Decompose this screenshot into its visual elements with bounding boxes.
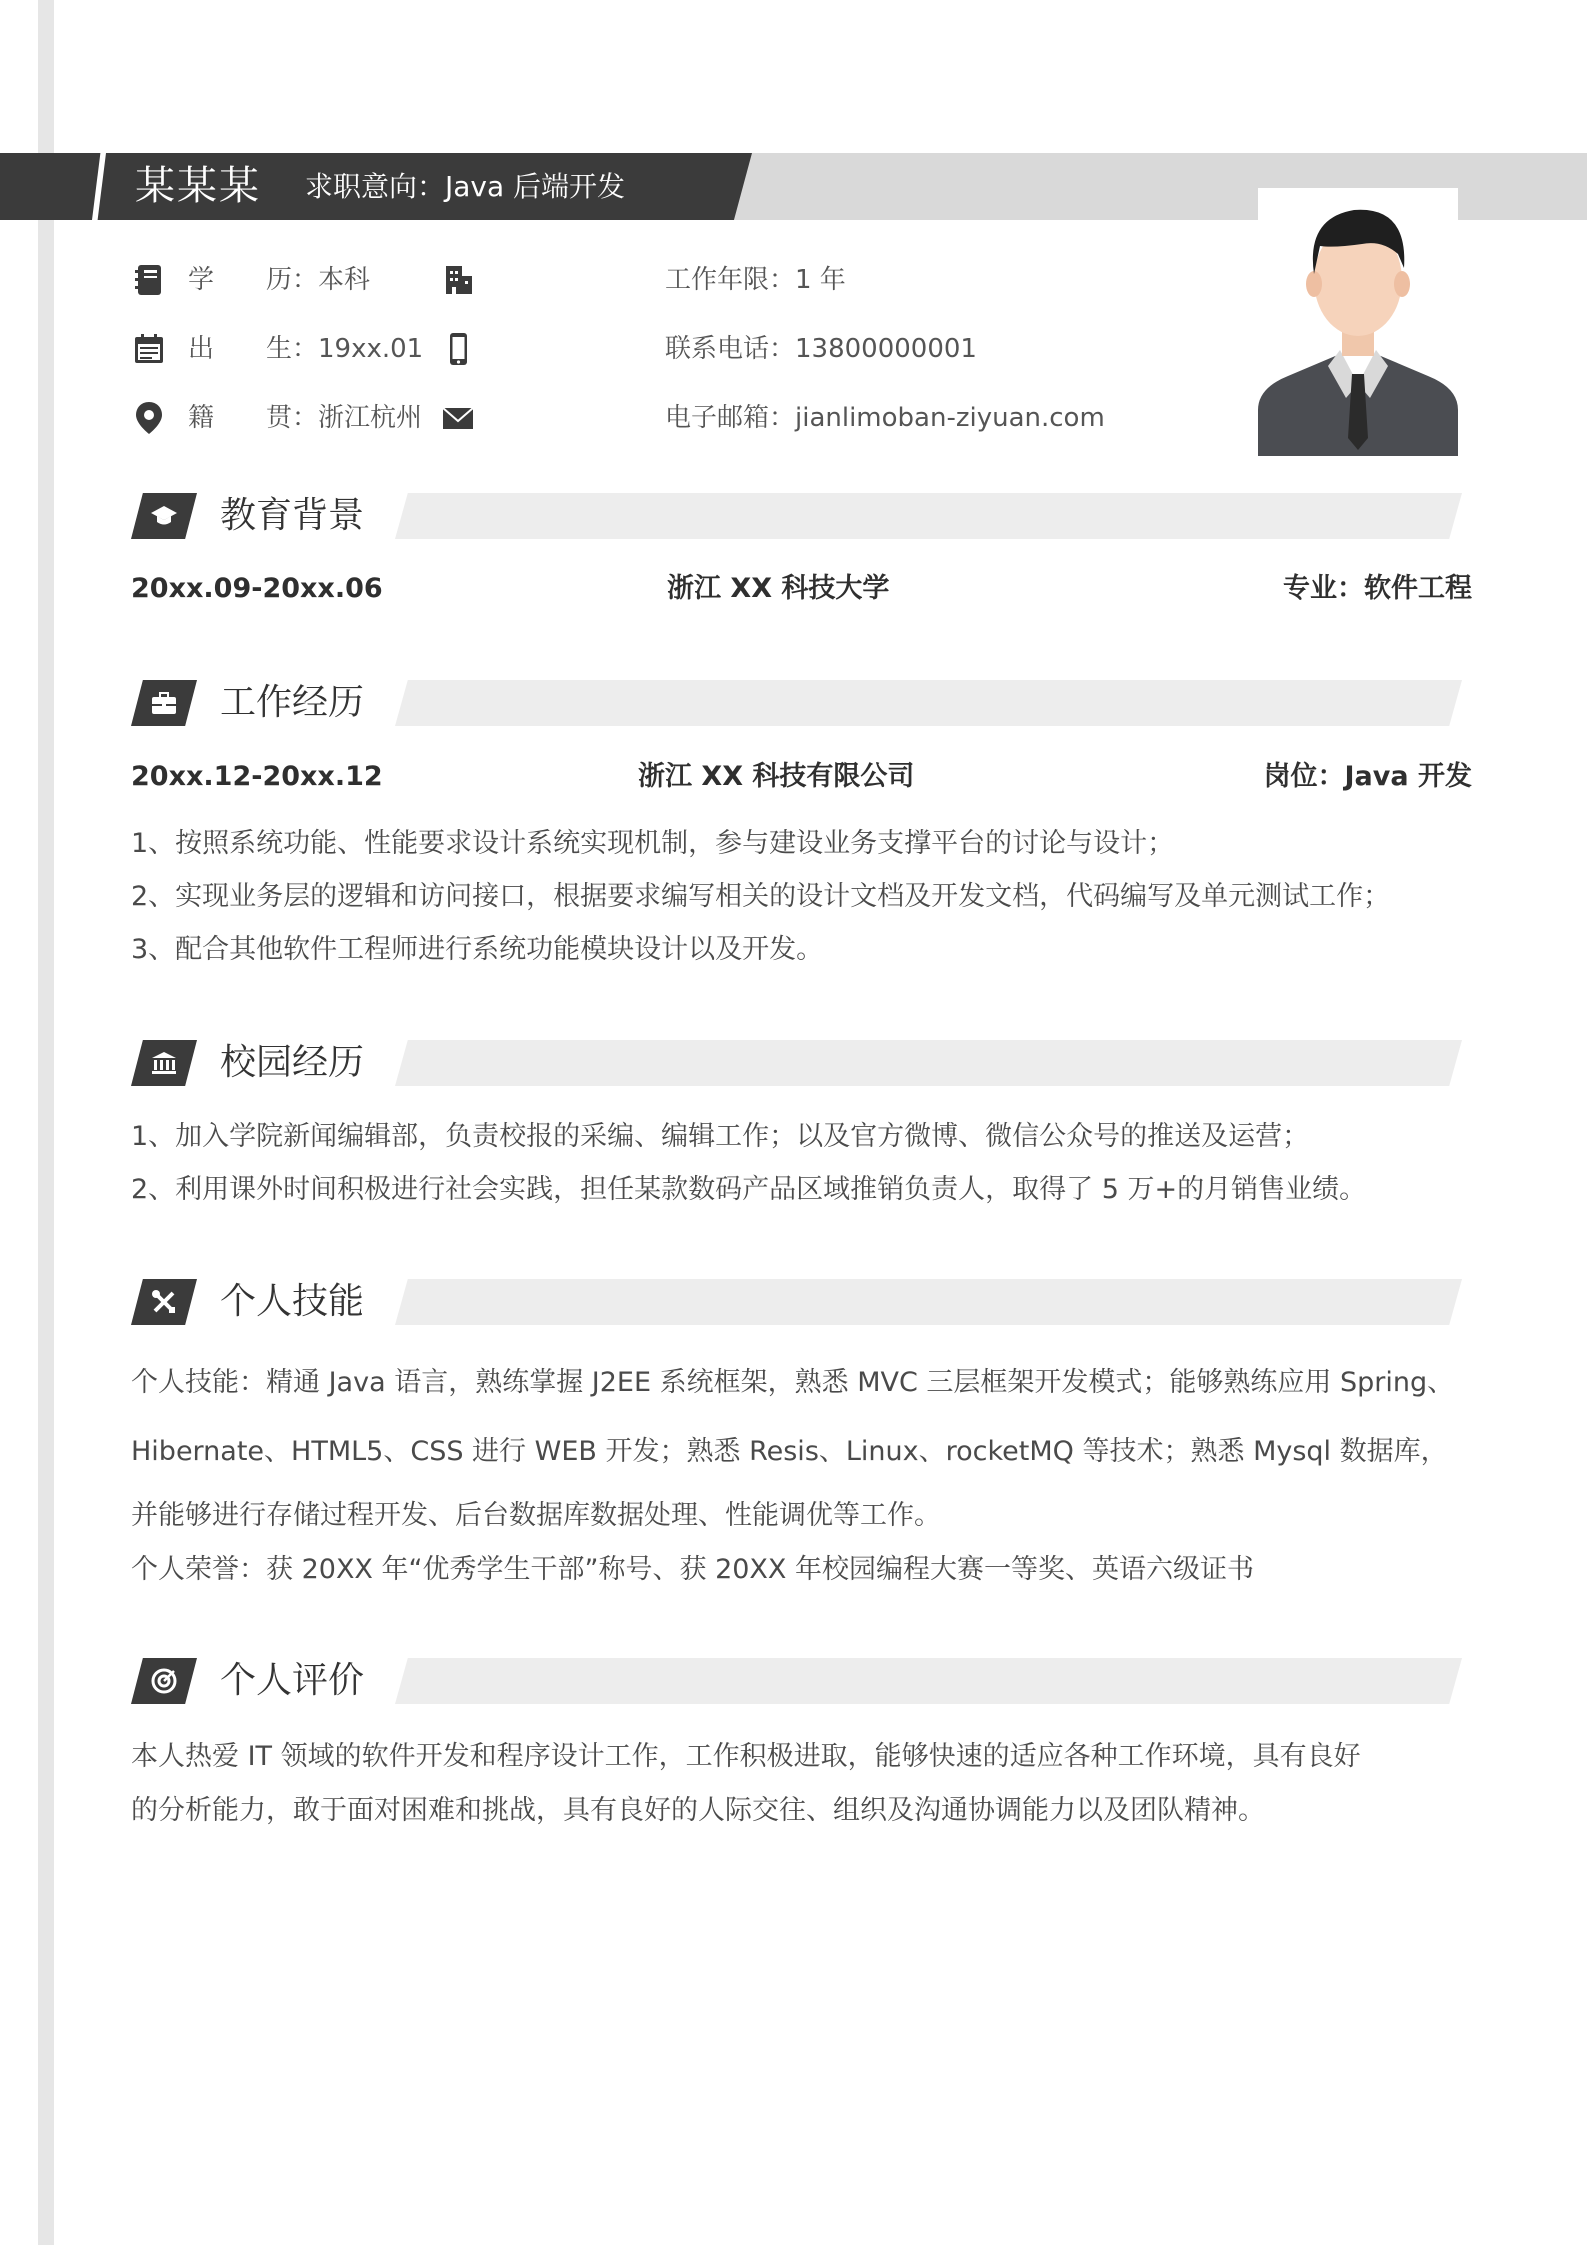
work-section-bar	[395, 680, 1462, 726]
work-years: 工作年限：1 年	[665, 265, 846, 295]
phone-icon	[440, 331, 476, 367]
campus-item-2: 2、利用课外时间积极进行社会实践，担任某款数码产品区域推销负责人，取得了 5 万+的月销售业绩。	[131, 1174, 1367, 1205]
evaluation-section-title: 个人评价	[220, 1660, 365, 1701]
campus-section-bar	[395, 1040, 1462, 1086]
work-duty-3: 3、配合其他软件工程师进行系统功能模块设计以及开发。	[131, 934, 824, 965]
side-decoration-strip	[38, 0, 54, 2245]
email-address: 电子邮箱：jianlimoban-ziyuan.com	[665, 403, 1105, 433]
education-school: 浙江 XX 科技大学	[667, 573, 890, 604]
skills-section-title: 个人技能	[220, 1281, 365, 1322]
work-period: 20xx.12-20xx.12	[131, 761, 383, 792]
education-level: 学 历：本科	[188, 265, 371, 295]
notebook-icon	[131, 262, 167, 298]
location-pin-icon	[131, 400, 167, 436]
skills-line-3: 并能够进行存储过程开发、后台数据库数据处理、性能调优等工作。	[131, 1500, 941, 1531]
evaluation-line-1: 本人热爱 IT 领域的软件开发和程序设计工作，工作积极进取，能够快速的适应各种工作环境，具有良好	[131, 1741, 1361, 1772]
work-duty-2: 2、实现业务层的逻辑和访问接口，根据要求编写相关的设计文档及开发文档，代码编写及单元测试工作；	[131, 881, 1391, 912]
calendar-icon	[131, 331, 167, 367]
campus-item-1: 1、加入学院新闻编辑部，负责校报的采编、编辑工作；以及官方微博、微信公众号的推送及运营；	[131, 1121, 1310, 1152]
phone-number: 联系电话：13800000001	[665, 334, 977, 364]
building-icon	[440, 262, 476, 298]
skills-line-1: 个人技能：精通 Java 语言，熟练掌握 J2EE 系统框架，熟悉 MVC 三层框架开发模式；能够熟练应用 Spring、	[131, 1367, 1455, 1398]
skills-section-badge	[131, 1279, 197, 1325]
skills-line-2: Hibernate、HTML5、CSS 进行 WEB 开发；熟悉 Resis、Linux、rocketMQ 等技术；熟悉 Mysql 数据库，	[131, 1436, 1448, 1467]
profile-photo	[1258, 188, 1458, 456]
education-section-bar	[395, 493, 1462, 539]
evaluation-section-bar	[395, 1658, 1462, 1704]
evaluation-line-2: 的分析能力，敢于面对困难和挑战，具有良好的人际交往、组织及沟通协调能力以及团队精神。	[131, 1795, 1265, 1826]
target-icon	[150, 1667, 178, 1695]
graduation-cap-icon	[150, 502, 178, 530]
native-place: 籍 贯：浙江杭州	[188, 403, 423, 433]
avatar-illustration	[1258, 188, 1458, 456]
campus-section-badge	[131, 1040, 197, 1086]
work-position: 岗位：Java 开发	[1263, 761, 1472, 792]
education-section-badge	[131, 493, 197, 539]
skills-section-bar	[395, 1279, 1462, 1325]
institution-icon	[150, 1049, 178, 1077]
birth-date: 出 生：19xx.01	[188, 334, 424, 364]
tools-icon	[150, 1288, 178, 1316]
candidate-name: 某某某	[135, 163, 261, 209]
evaluation-section-badge	[131, 1658, 197, 1704]
campus-section-title: 校园经历	[220, 1042, 365, 1083]
briefcase-icon	[150, 689, 178, 717]
work-duty-1: 1、按照系统功能、性能要求设计系统实现机制，参与建设业务支撑平台的讨论与设计；	[131, 828, 1175, 859]
work-section-badge	[131, 680, 197, 726]
education-section-title: 教育背景	[220, 495, 365, 536]
job-intent: 求职意向：Java 后端开发	[305, 170, 626, 203]
mail-icon	[440, 400, 476, 436]
honors-line: 个人荣誉：获 20XX 年“优秀学生干部”称号、获 20XX 年校园编程大赛一等奖、英语六级证书	[131, 1554, 1255, 1585]
education-major: 专业：软件工程	[1283, 573, 1472, 604]
education-period: 20xx.09-20xx.06	[131, 573, 383, 604]
work-company: 浙江 XX 科技有限公司	[638, 761, 915, 792]
work-section-title: 工作经历	[220, 682, 365, 723]
